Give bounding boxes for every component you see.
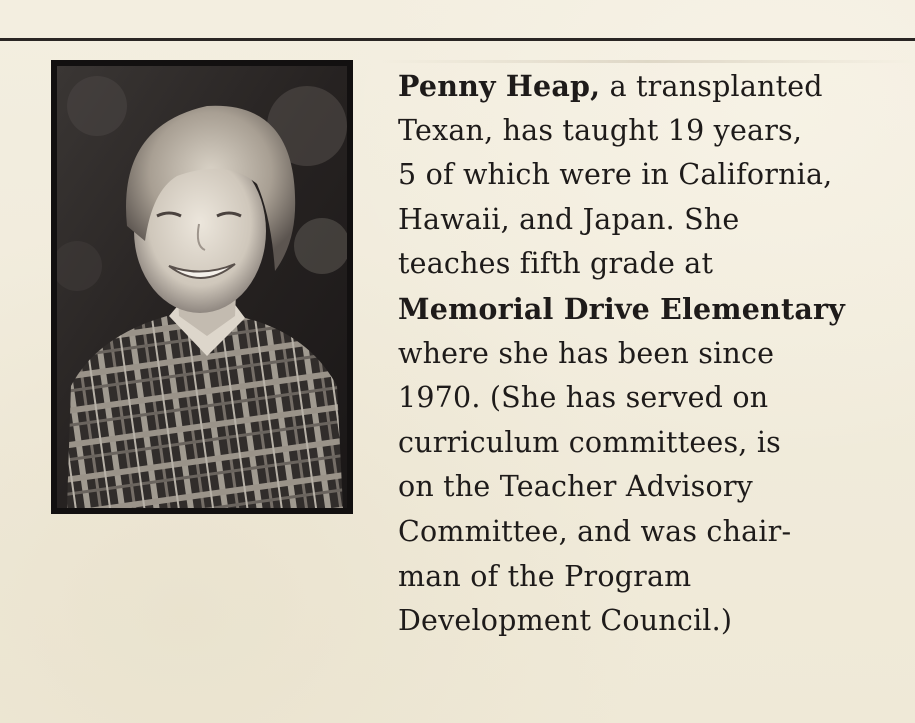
portrait-photo-frame — [51, 60, 353, 514]
bio-line-10: on the Teacher Advisory — [398, 470, 753, 504]
bio-line-12: man of the Program — [398, 559, 692, 593]
bio-line-7: where she has been since — [398, 336, 775, 370]
bio-line-11: Committee, and was chair- — [398, 514, 792, 548]
top-rule — [0, 38, 915, 41]
bio-line-13: Development Council.) — [398, 604, 733, 638]
bio-line-1-rest: a transplanted — [600, 70, 823, 103]
teacher-name: Penny Heap, — [398, 69, 601, 103]
bio-line-2: Texan, has taught 19 years, — [398, 113, 803, 147]
bio-line-3: 5 of which were in California, — [398, 158, 833, 192]
school-name: Memorial Drive Elementary — [398, 291, 845, 326]
portrait-photo — [57, 66, 347, 508]
bio-line-1 — [398, 64, 903, 109]
bio-line-8: 1970. (She has served on — [398, 381, 769, 415]
paper-crease — [380, 60, 915, 63]
bio-line-5: teaches fifth grade at — [398, 247, 714, 281]
bio-text — [398, 64, 903, 644]
bio-line-school — [398, 287, 903, 332]
bio-line-4: Hawaii, and Japan. She — [398, 202, 740, 236]
bio-line-9: curriculum committees, is — [398, 425, 781, 459]
